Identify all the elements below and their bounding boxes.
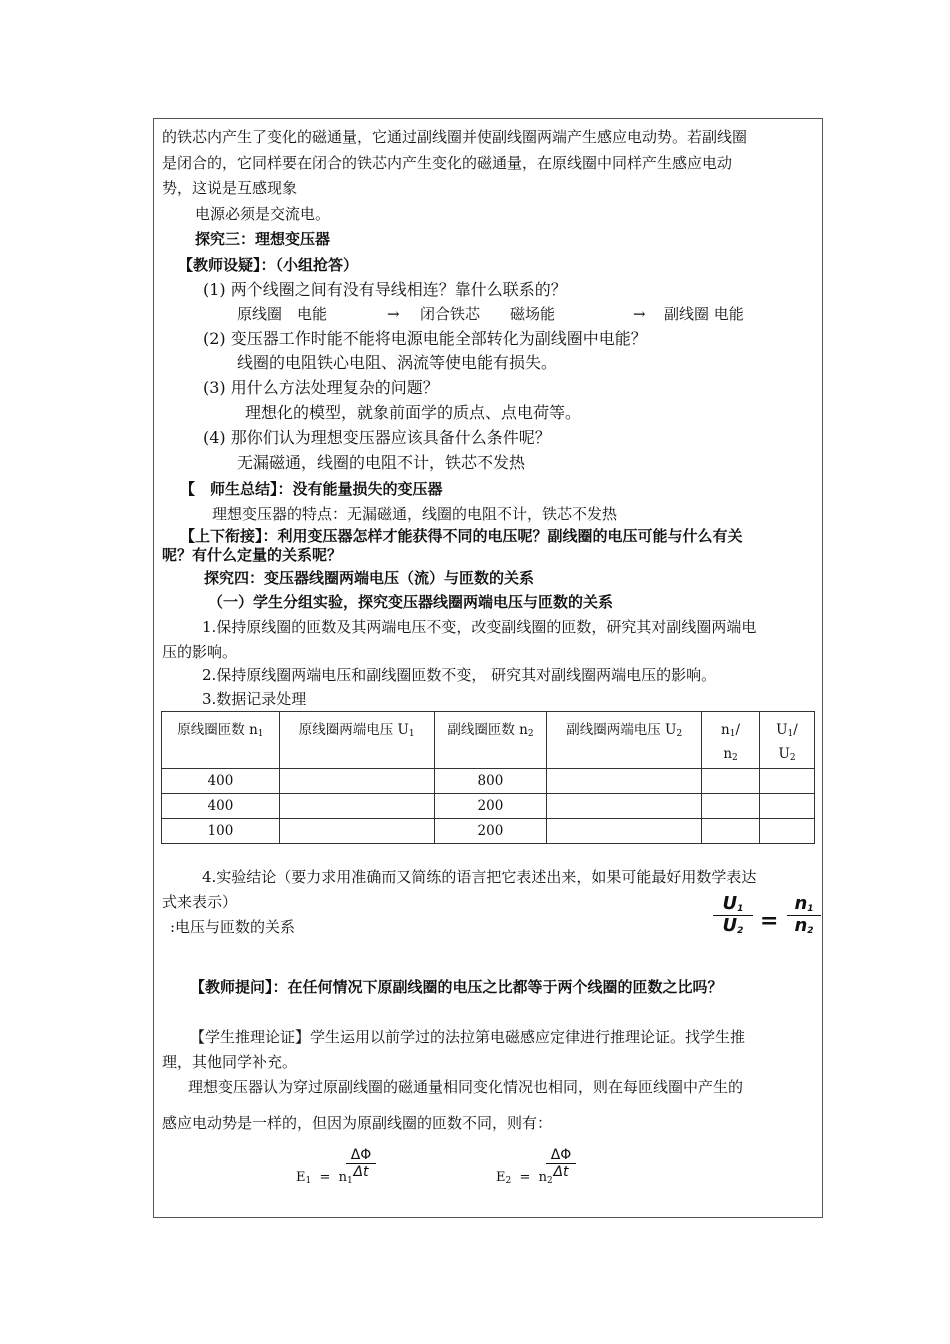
summary-heading: 【 师生总结】：没有能量损失的变压器 [180, 480, 443, 498]
table-cell: 400 [162, 794, 280, 819]
para-line-2: 是闭合的，它同样要在闭合的铁芯内产生变化的磁通量，在原线圈中同样产生感应电动 [162, 154, 733, 172]
table-cell [279, 769, 434, 794]
question-1: (1) 两个线圈之间有没有导线相连？靠什么联系的？ [203, 280, 567, 299]
formula-voltage-fraction: $U_1$ $U_2$ [713, 894, 753, 936]
reasoning-line-1: 【学生推理论证】学生运用以前学过的法拉第电磁感应定律进行推理论证。找学生推 [190, 1028, 746, 1046]
header-primary-voltage: 原线圈两端电压 $U_1$ [279, 712, 434, 769]
table-row [162, 769, 815, 794]
conclusion-line-3: :电压与匝数的关系 [170, 918, 296, 936]
table-cell: 800 [434, 769, 547, 794]
question-4: (4) 那你们认为理想变压器应该具备什么条件呢？ [203, 428, 551, 447]
step-3: 3.数据记录处理 [202, 690, 307, 708]
table-cell [760, 769, 815, 794]
header-primary-turns: 原线圈匝数 $n_1$ [162, 712, 280, 769]
table-cell [547, 794, 702, 819]
table-cell [702, 794, 760, 819]
header-turns-ratio: $n_1/$ $n_2$ [702, 712, 760, 769]
table-cell [760, 819, 815, 844]
emf-equation-1: $E_1 = n_1$ [296, 1170, 353, 1186]
header-secondary-voltage: 副线圈两端电压 $U_2$ [547, 712, 702, 769]
answer-2: 线圈的电阻铁心电阻、涡流等使电能有损失。 [237, 353, 558, 372]
question-2: (2) 变压器工作时能不能将电源电能全部转化为副线圈中电能？ [203, 329, 647, 348]
table-cell [279, 819, 434, 844]
table-cell [702, 769, 760, 794]
table-row [162, 794, 815, 819]
step-1-line-1: 1.保持原线圈的匝数及其两端电压不变，改变副线圈的匝数，研究其对副线圈两端电 [202, 618, 757, 636]
arrow-icon: → [387, 305, 400, 323]
table-cell [760, 794, 815, 819]
summary-text: 理想变压器的特点：无漏磁通，线圈的电阻不计，铁芯不发热 [212, 505, 618, 523]
table-cell: 100 [162, 819, 280, 844]
section-heading-3: 探究三：理想变压器 [195, 230, 331, 248]
header-voltage-ratio: $U_1/$ $U_2$ [760, 712, 815, 769]
table-cell: 200 [434, 819, 547, 844]
reasoning-line-2: 理，其他同学补充。 [162, 1053, 298, 1071]
table-cell [547, 769, 702, 794]
step-1-line-2: 压的影响。 [162, 643, 238, 661]
question-3: (3) 用什么方法处理复杂的问题？ [203, 378, 439, 397]
formula-equals: = [760, 908, 779, 934]
transition-line-2: 呢？有什么定量的关系呢？ [162, 546, 343, 564]
proof-line-2: 感应电动势是一样的，但因为原副线圈的匝数不同，则有： [162, 1114, 553, 1132]
teacher-question-heading: 【教师设疑】：（小组抢答） [178, 256, 359, 274]
arrow-icon: → [633, 305, 646, 323]
proof-line-1: 理想变压器认为穿过原副线圈的磁通量相同变化情况也相同，则在每匝线圈中产生的 [188, 1078, 744, 1096]
answer-1-part-1: 原线圈 电能 [237, 305, 328, 323]
answer-3: 理想化的模型，就象前面学的质点、点电荷等。 [245, 403, 582, 422]
conclusion-line-1: 4.实验结论（要力求用准确而又简练的语言把它表述出来，如果可能最好用数学表达 [202, 868, 757, 886]
table-cell [702, 819, 760, 844]
formula-turns-fraction: $n_1$ $n_2$ [787, 894, 821, 936]
table-cell [279, 794, 434, 819]
answer-1-part-3: 副线圈 电能 [664, 305, 744, 323]
teacher-ask [190, 978, 723, 998]
ac-note: 电源必须是交流电。 [195, 205, 331, 223]
answer-1-part-2: 闭合铁芯 磁场能 [420, 305, 556, 323]
answer-4: 无漏磁通，线圈的电阻不计，铁芯不发热 [237, 453, 526, 472]
emf-equation-2: $E_2 = n_2$ [496, 1170, 553, 1186]
data-record-table [161, 711, 815, 844]
conclusion-line-2: 式来表示） [162, 893, 238, 911]
flux-rate-fraction-2: ΔΦ Δt [546, 1147, 576, 1180]
para-line-1: 的铁芯内产生了变化的磁通量，它通过副线圈并使副线圈两端产生感应电动势。若副线圈 [162, 128, 748, 146]
table-cell: 400 [162, 769, 280, 794]
flux-rate-fraction-1: ΔΦ Δt [346, 1147, 376, 1180]
step-2: 2.保持原线圈两端电压和副线圈匝数不变， 研究其对副线圈两端电压的影响。 [202, 666, 717, 684]
header-secondary-turns: 副线圈匝数 $n_2$ [434, 712, 547, 769]
section-heading-4: 探究四：变压器线圈两端电压（流）与匝数的关系 [204, 569, 535, 587]
table-row [162, 819, 815, 844]
subsection-heading: （一）学生分组实验，探究变压器线圈两端电压与匝数的关系 [208, 593, 614, 611]
para-line-3: 势，这说是互感现象 [162, 179, 298, 197]
table-header-row [162, 712, 815, 769]
teacher-ask-text: 【教师提问】：在任何情况下原副线圈的电压之比都等于两个线圈的匝数之比吗？ [190, 978, 723, 996]
table-cell [547, 819, 702, 844]
table-cell: 200 [434, 794, 547, 819]
transition-line-1: 【上下衔接】：利用变压器怎样才能获得不同的电压呢？副线圈的电压可能与什么有关 [180, 527, 743, 545]
